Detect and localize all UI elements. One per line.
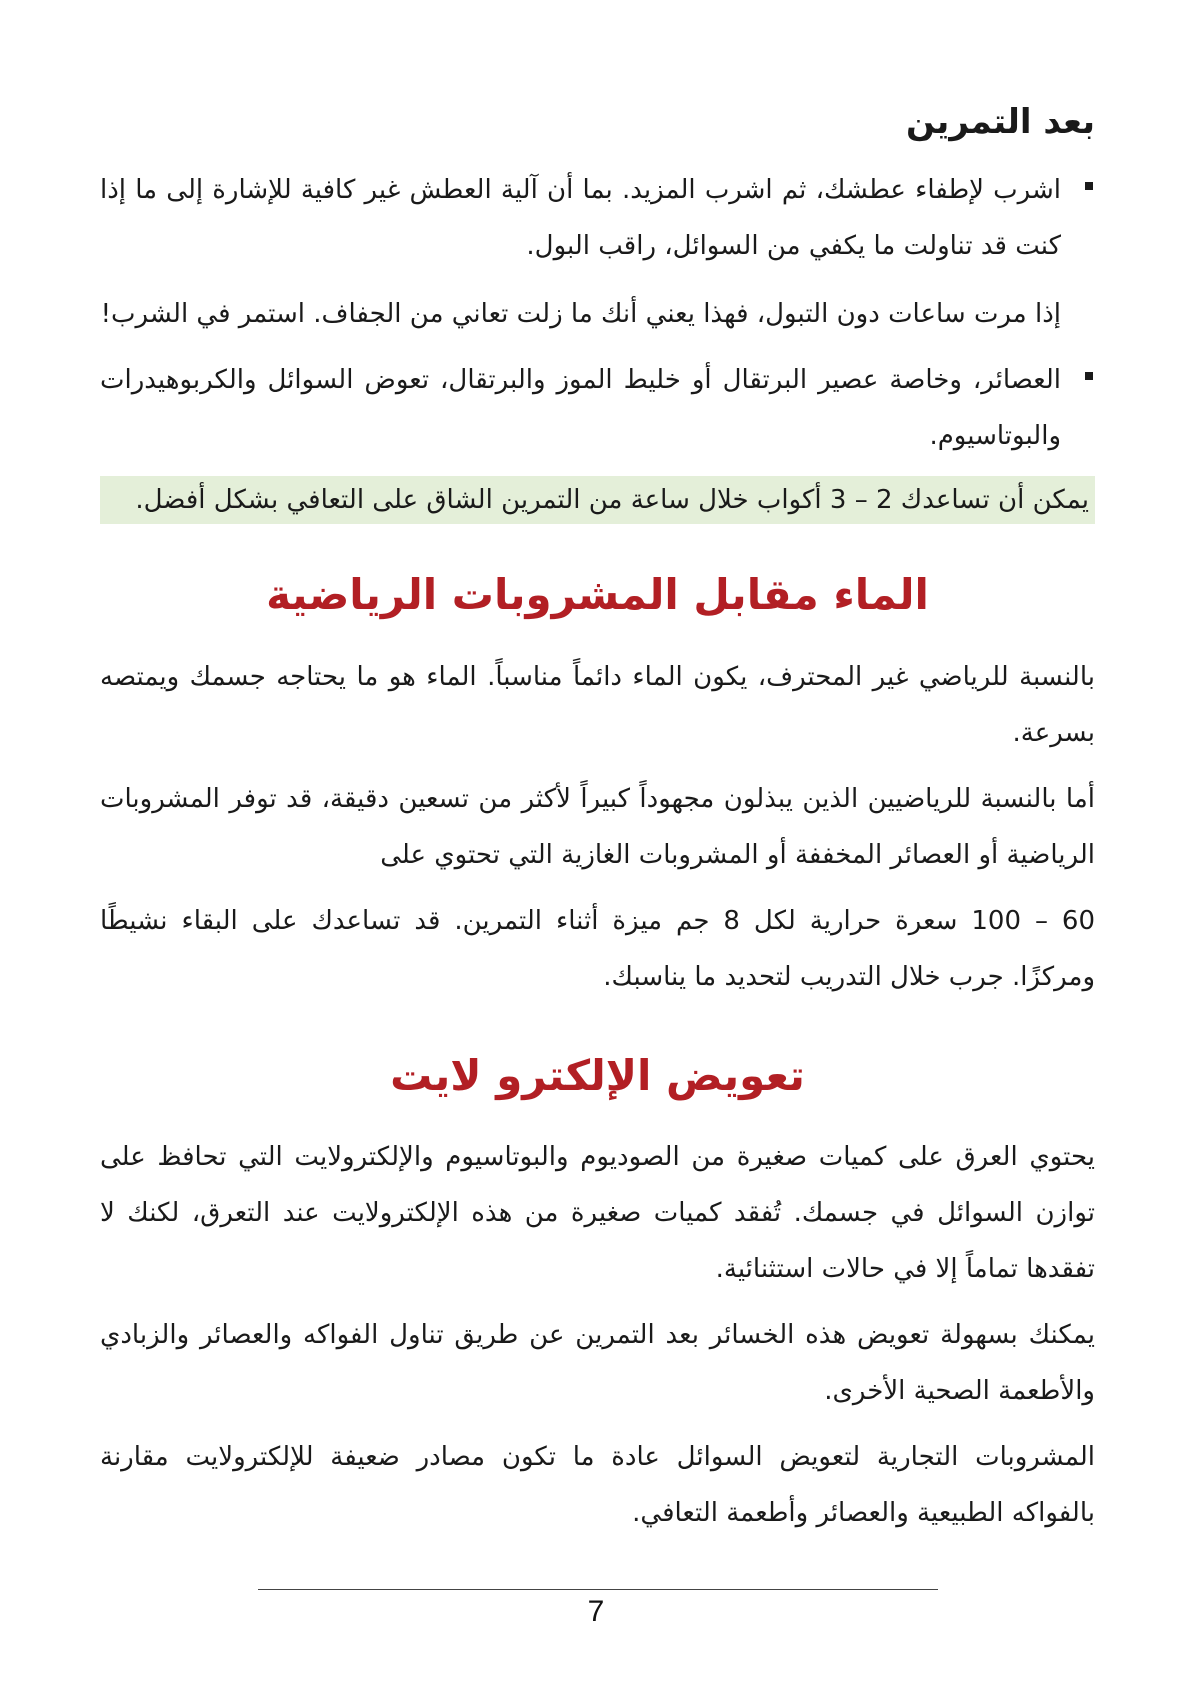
water-paragraph-1: بالنسبة للرياضي غير المحترف، يكون الماء دائماً مناسباً. الماء هو ما يحتاجه جسمك ويمتصه بسرعة. (100, 661, 1095, 748)
bullet-text: العصائر، وخاصة عصير البرتقال أو خليط الموز والبرتقال، تعوض السوائل والكربوهيدرات والبوتاسيوم. (100, 365, 1061, 452)
highlighted-tip: يمكن أن تساعدك 2 – 3 أكواب خلال ساعة من التمرين الشاق على التعافي بشكل أفضل. (100, 476, 1095, 524)
water-paragraph-2: أما بالنسبة للرياضيين الذين يبذلون مجهوداً كبيراً لأكثر من تسعين دقيقة، قد توفر المشروبات الرياضية أو العصائر المخففة أو المشروبات الغازية التي تحتوي على (100, 783, 1095, 870)
electrolytes-paragraph-3: المشروبات التجارية لتعويض السوائل عادة ما تكون مصادر ضعيفة للإلكترولايت مقارنة بالفواكه الطبيعية والعصائر وأطعمة التعافي. (100, 1442, 1095, 1529)
page-number: 7 (587, 1595, 605, 1628)
square-bullet-icon (1085, 182, 1093, 190)
electrolytes-paragraph-1: يحتوي العرق على كميات صغيرة من الصوديوم والبوتاسيوم والإلكترولايت التي تحافظ على توازن السوائل في جسمك. تُفقد كميات صغيرة من هذه الإلكترولايت عند التعرق، لكنك لا تفقدها تماماً إلا في حالات استثنائية. (100, 1142, 1095, 1285)
list-item (100, 162, 1095, 274)
water-paragraph-3: 60 – 100 سعرة حرارية لكل 8 جم ميزة أثناء التمرين. قد تساعدك على البقاء نشيطًا ومركزًا. جرب خلال التدريب لتحديد ما يناسبك. (100, 905, 1096, 992)
bullet-followup-text: إذا مرت ساعات دون التبول، فهذا يعني أنك ما زلت تعاني من الجفاف. استمر في الشرب! (100, 299, 1061, 330)
list-item (100, 352, 1095, 464)
bullet-text: اشرب لإطفاء عطشك، ثم اشرب المزيد. بما أن آلية العطش غير كافية للإشارة إلى ما إذا كنت قد تناولت ما يكفي من السوائل، راقب البول. (100, 175, 1061, 262)
after-exercise-list-2 (100, 352, 1095, 464)
water-vs-sports-heading: الماء مقابل المشروبات الرياضية (266, 570, 929, 620)
square-bullet-icon (1085, 372, 1093, 380)
electrolytes-heading: تعويض الإلكترو لايت (390, 1050, 805, 1100)
after-exercise-list (100, 162, 1095, 274)
after-exercise-heading: بعد التمرين (905, 102, 1095, 142)
electrolytes-paragraph-2: يمكنك بسهولة تعويض هذه الخسائر بعد التمرين عن طريق تناول الفواكه والعصائر والزبادي والأطعمة الصحية الأخرى. (100, 1320, 1095, 1407)
document-page (100, 100, 1095, 1551)
footer-divider (258, 1589, 938, 1590)
